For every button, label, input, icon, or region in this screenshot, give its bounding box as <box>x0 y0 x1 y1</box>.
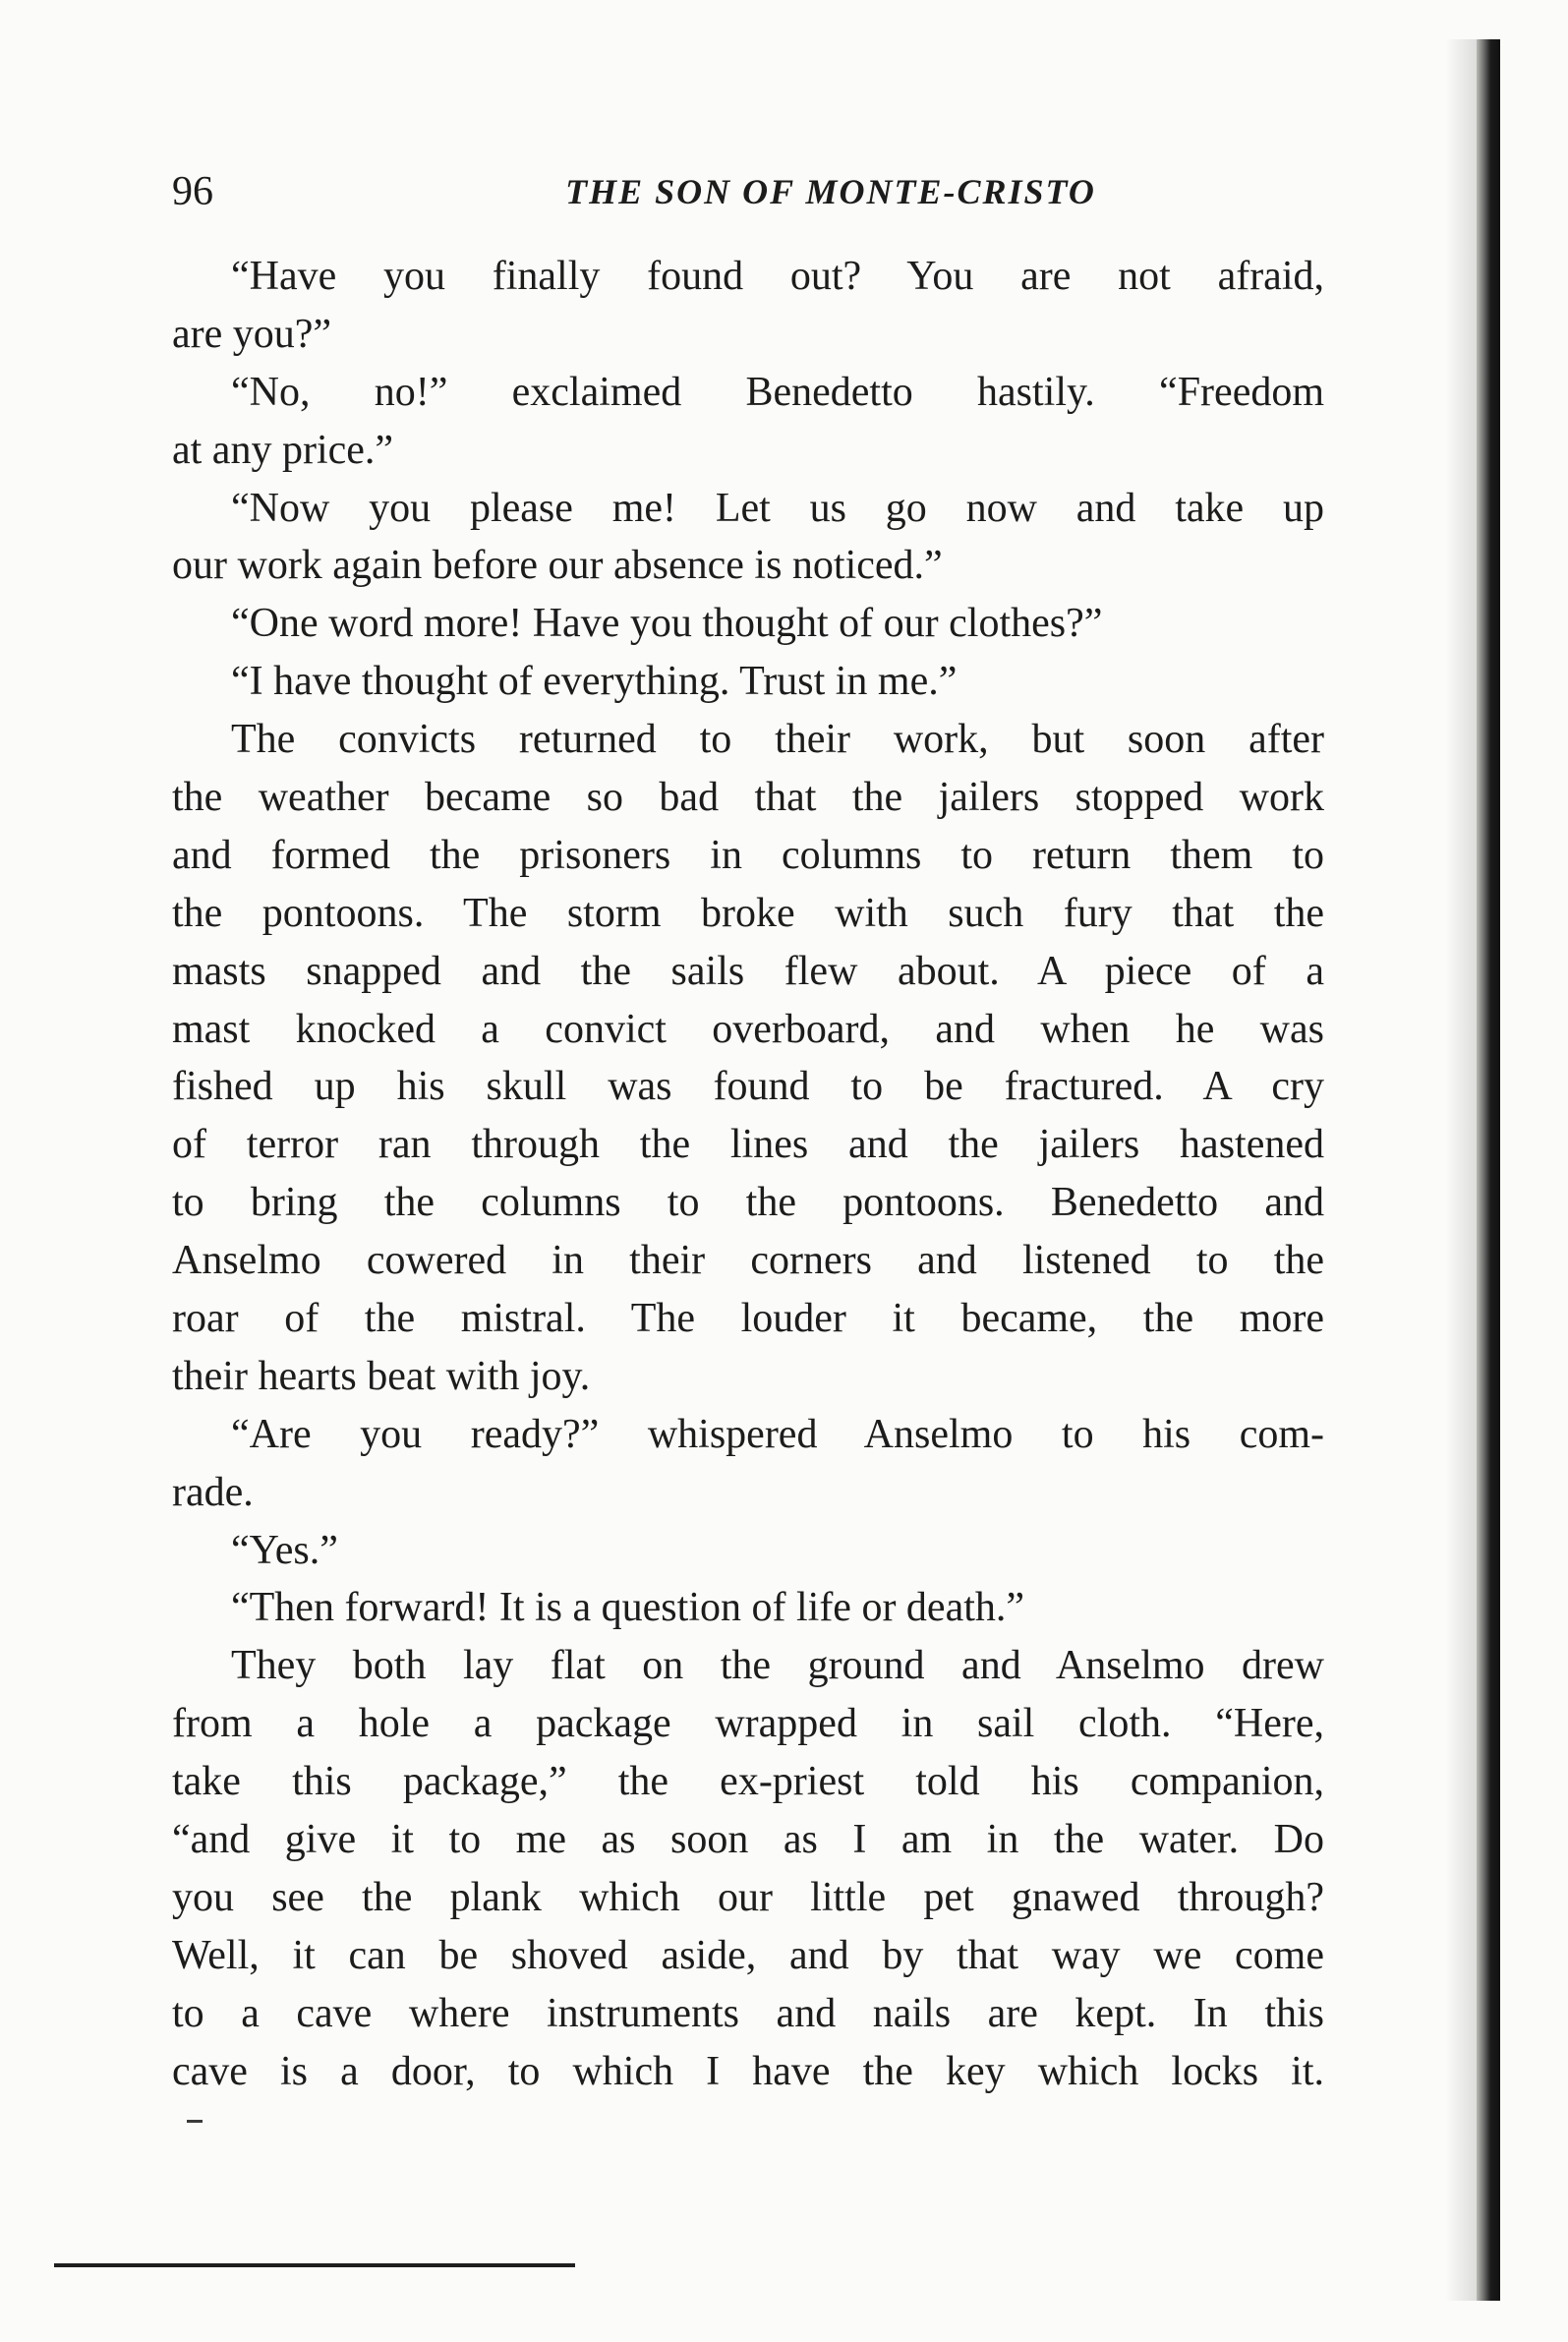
text-line: cave is a door, to which I have the key which locks it. <box>172 2048 1324 2094</box>
bottom-rule <box>54 2263 575 2267</box>
text-line: Anselmo cowered in their corners and listened to the <box>172 1238 1324 1284</box>
text-line: to bring the columns to the pontoons. Benedetto and <box>172 1180 1324 1226</box>
scan-edge-shadow <box>1445 39 1477 2301</box>
text-line: The convicts returned to their work, but soon after <box>231 717 1324 763</box>
body-text <box>172 248 1324 2101</box>
page-number: 96 <box>172 169 213 214</box>
text-line: and formed the prisoners in columns to return them to <box>172 832 1324 878</box>
text-line: masts snapped and the sails flew about. A piece of a <box>172 948 1324 994</box>
text-line: their hearts beat with joy. <box>172 1353 591 1399</box>
text-line: “No, no!” exclaimed Benedetto hastily. “Freedom <box>231 369 1324 415</box>
running-title: THE SON OF MONTE-CRISTO <box>565 172 1096 211</box>
text-line: from a hole a package wrapped in sail cloth. “Here, <box>172 1701 1324 1747</box>
text-line: you see the plank which our little pet gnawed through? <box>172 1874 1324 1920</box>
text-line: They both lay flat on the ground and Anselmo drew <box>231 1643 1324 1689</box>
scan-binding-edge <box>1477 39 1500 2301</box>
text-line: our work again before our absence is noticed.” <box>172 543 943 589</box>
text-line: “I have thought of everything. Trust in me.” <box>231 659 958 705</box>
text-line: the pontoons. The storm broke with such fury that the <box>172 890 1324 936</box>
text-line: “Yes.” <box>231 1527 338 1573</box>
text-line: “Now you please me! Let us go now and take up <box>231 485 1324 531</box>
text-line: the weather became so bad that the jailers stopped work <box>172 775 1324 821</box>
text-line: “One word more! Have you thought of our clothes?” <box>231 601 1103 647</box>
text-line: at any price.” <box>172 427 394 473</box>
text-line: “Are you ready?” whispered Anselmo to his com- <box>231 1411 1324 1457</box>
text-line: are you?” <box>172 311 332 357</box>
text-line: mast knocked a convict overboard, and when he was <box>172 1006 1324 1052</box>
text-line: to a cave where instruments and nails are kept. In this <box>172 1990 1324 2036</box>
text-line: take this package,” the ex-priest told his companion, <box>172 1759 1324 1805</box>
text-line: “Have you finally found out? You are not afraid, <box>231 254 1324 299</box>
text-line: rade. <box>172 1469 254 1515</box>
text-line: of terror ran through the lines and the jailers hastened <box>172 1122 1324 1168</box>
text-line: “and give it to me as soon as I am in the water. Do <box>172 1817 1324 1863</box>
stray-mark <box>187 2120 203 2123</box>
text-line: “Then forward! It is a question of life or death.” <box>231 1585 1025 1631</box>
text-line: fished up his skull was found to be fractured. A cry <box>172 1064 1324 1110</box>
text-line: Well, it can be shoved aside, and by that way we come <box>172 1932 1324 1978</box>
page-header <box>172 157 1332 226</box>
text-line: roar of the mistral. The louder it became, the more <box>172 1296 1324 1342</box>
